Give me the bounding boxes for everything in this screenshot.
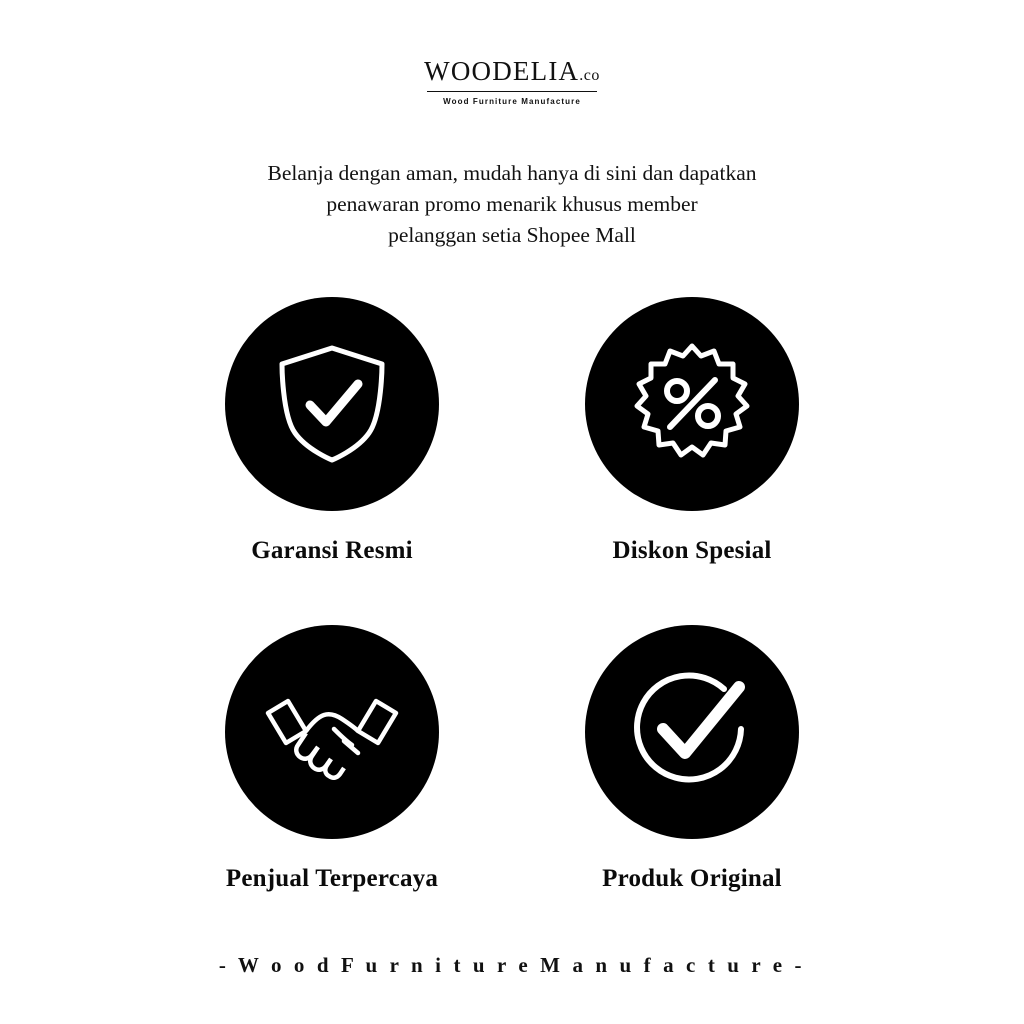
badge-circle — [225, 625, 439, 839]
shield-check-icon — [274, 343, 390, 465]
feature-label: Diskon Spesial — [612, 537, 772, 564]
brand-divider — [427, 91, 597, 92]
feature-garansi-resmi — [152, 297, 512, 565]
brand-tagline: Wood Furniture Manufacture — [443, 97, 581, 106]
brand-name-main: WOODELIA — [424, 56, 580, 86]
badge-circle — [585, 297, 799, 511]
feature-label: Produk Original — [602, 865, 782, 892]
feature-grid — [152, 297, 872, 893]
badge-circle — [225, 297, 439, 511]
discount-percent-badge-icon — [630, 342, 754, 466]
intro-paragraph — [162, 158, 862, 251]
intro-line-1: Belanja dengan aman, mudah hanya di sini dan dapatkan — [267, 161, 757, 185]
brand-name-suffix: .co — [579, 67, 600, 84]
feature-diskon-spesial — [512, 297, 872, 565]
handshake-icon — [262, 679, 402, 785]
feature-label: Garansi Resmi — [251, 537, 413, 564]
intro-line-2: penawaran promo menarik khusus member — [326, 192, 698, 216]
brand-name — [0, 58, 1024, 85]
feature-produk-original — [512, 625, 872, 893]
feature-penjual-terpercaya — [152, 625, 512, 893]
brand-header — [0, 0, 1024, 106]
circle-check-icon — [627, 667, 757, 797]
feature-label: Penjual Terpercaya — [225, 865, 439, 892]
intro-line-3: pelanggan setia Shopee Mall — [388, 223, 636, 247]
footer-tagline: - W o o d F u r n i t u r e M a n u f a c t u r e - — [218, 953, 806, 977]
badge-circle — [585, 625, 799, 839]
